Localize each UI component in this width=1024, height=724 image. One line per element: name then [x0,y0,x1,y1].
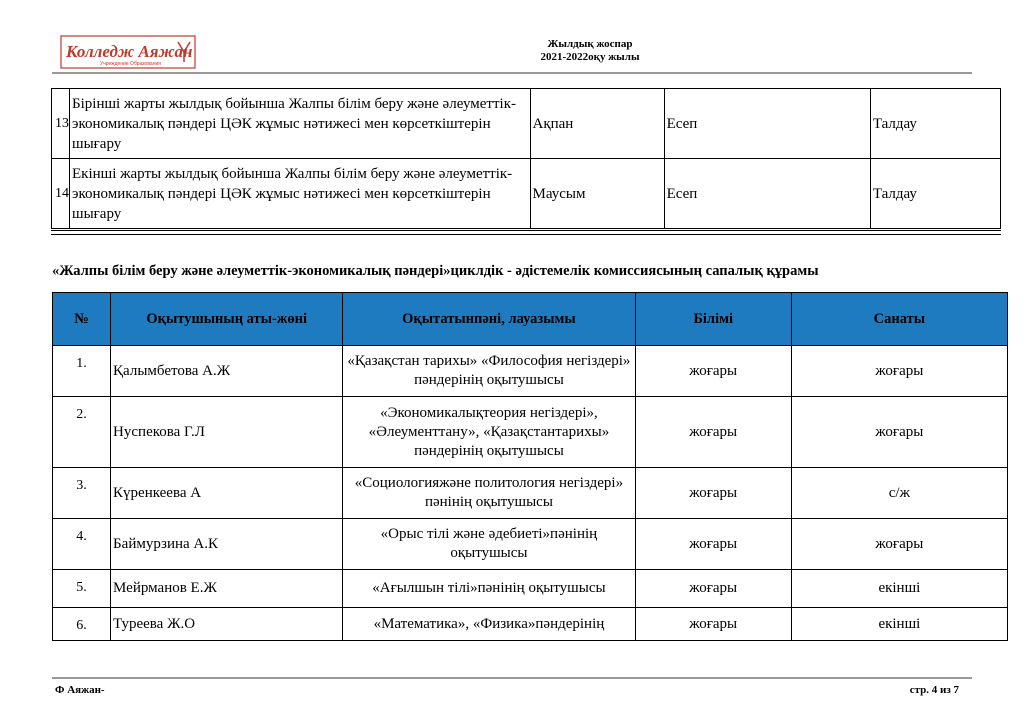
row-number: 14 [52,159,70,229]
teacher-category: екінші [791,570,1007,608]
page-number: стр. 4 из 7 [909,684,959,696]
footer-form-code: Ф Аяжан- [55,684,105,696]
plan-task: Бірінші жарты жылдық бойынша Жалпы білім беру және әлеуметтік-экономикалық пәндері ЦӘК жұмыс нәтижесі мен көрсеткіштерін шығару [70,89,530,159]
teacher-category: жоғары [791,346,1007,397]
teacher-education: жоғары [635,468,791,519]
annual-plan-table [51,88,1001,229]
teacher-name: Күренкеева А [111,468,343,519]
header-divider [52,72,972,74]
table-row [52,159,1001,229]
table-row [52,89,1001,159]
row-number: 5. [53,570,111,608]
table-row [53,397,1008,468]
col-header-number: № [53,293,111,346]
teacher-category: екінші [791,608,1007,641]
table-row [53,519,1008,570]
plan-term: Маусым [530,159,664,229]
teacher-category: с/ж [791,468,1007,519]
teacher-category: жоғары [791,519,1007,570]
teacher-education: жоғары [635,608,791,641]
plan-form: Есеп [664,159,870,229]
logo-subtext: Учреждение Образования [100,61,161,67]
teacher-education: жоғары [635,397,791,468]
teacher-education: жоғары [635,346,791,397]
footer-divider [52,677,972,679]
teacher-education: жоғары [635,519,791,570]
table-double-border [51,230,1001,235]
row-number: 2. [53,397,111,468]
row-number: 4. [53,519,111,570]
document-header [470,38,710,64]
plan-task: Екінші жарты жылдық бойынша Жалпы білім беру және әлеуметтік-экономикалық пәндері ЦӘК жұмыс нәтижесі мен көрсеткіштерін шығару [70,159,530,229]
teacher-name: Мейрманов Е.Ж [111,570,343,608]
row-number: 1. [53,346,111,397]
table-row [53,468,1008,519]
teacher-position: «Социологияжәне политология негіздері» пәнінің оқытушысы [343,468,635,519]
teacher-education: жоғары [635,570,791,608]
logo-text: Колледж Аяжан [66,42,193,61]
teacher-category: жоғары [791,397,1007,468]
teacher-position: «Орыс тілі және әдебиеті»пәнінің оқытушысы [343,519,635,570]
staff-table [52,292,1008,641]
teacher-name: Баймурзина А.К [111,519,343,570]
header-academic-year: 2021-2022оқу жылы [540,51,640,63]
table-row [53,346,1008,397]
table-row [53,570,1008,608]
plan-result: Талдау [870,159,1000,229]
teacher-position: «Математика», «Физика»пәндерінің [343,608,635,641]
section-title: «Жалпы білім беру және әлеуметтік-экономикалық пәндері»циклдік - әдістемелік комиссиясының сапалық құрамы [52,263,819,279]
plan-form: Есеп [664,89,870,159]
row-number: 3. [53,468,111,519]
col-header-category: Санаты [791,293,1007,346]
teacher-position: «Экономикалықтеория негіздері», «Әлеументтану», «Қазақстантарихы» пәндерінің оқытушысы [343,397,635,468]
table-header-row [53,293,1008,346]
col-header-education: Білімі [635,293,791,346]
teacher-position: «Ағылшын тілі»пәнінің оқытушысы [343,570,635,608]
college-logo [60,34,196,70]
teacher-name: Туреева Ж.О [111,608,343,641]
header-title: Жылдық жоспар [547,38,633,50]
col-header-position: Оқытатынпәні, лауазымы [343,293,635,346]
plan-result: Талдау [870,89,1000,159]
teacher-name: Нуспекова Г.Л [111,397,343,468]
table-row [53,608,1008,641]
row-number: 13 [52,89,70,159]
plan-term: Ақпан [530,89,664,159]
teacher-position: «Қазақстан тарихы» «Философия негіздері» пәндерінің оқытушысы [343,346,635,397]
teacher-name: Қалымбетова А.Ж [111,346,343,397]
row-number: 6. [53,608,111,641]
col-header-name: Оқытушының аты-жөні [111,293,343,346]
